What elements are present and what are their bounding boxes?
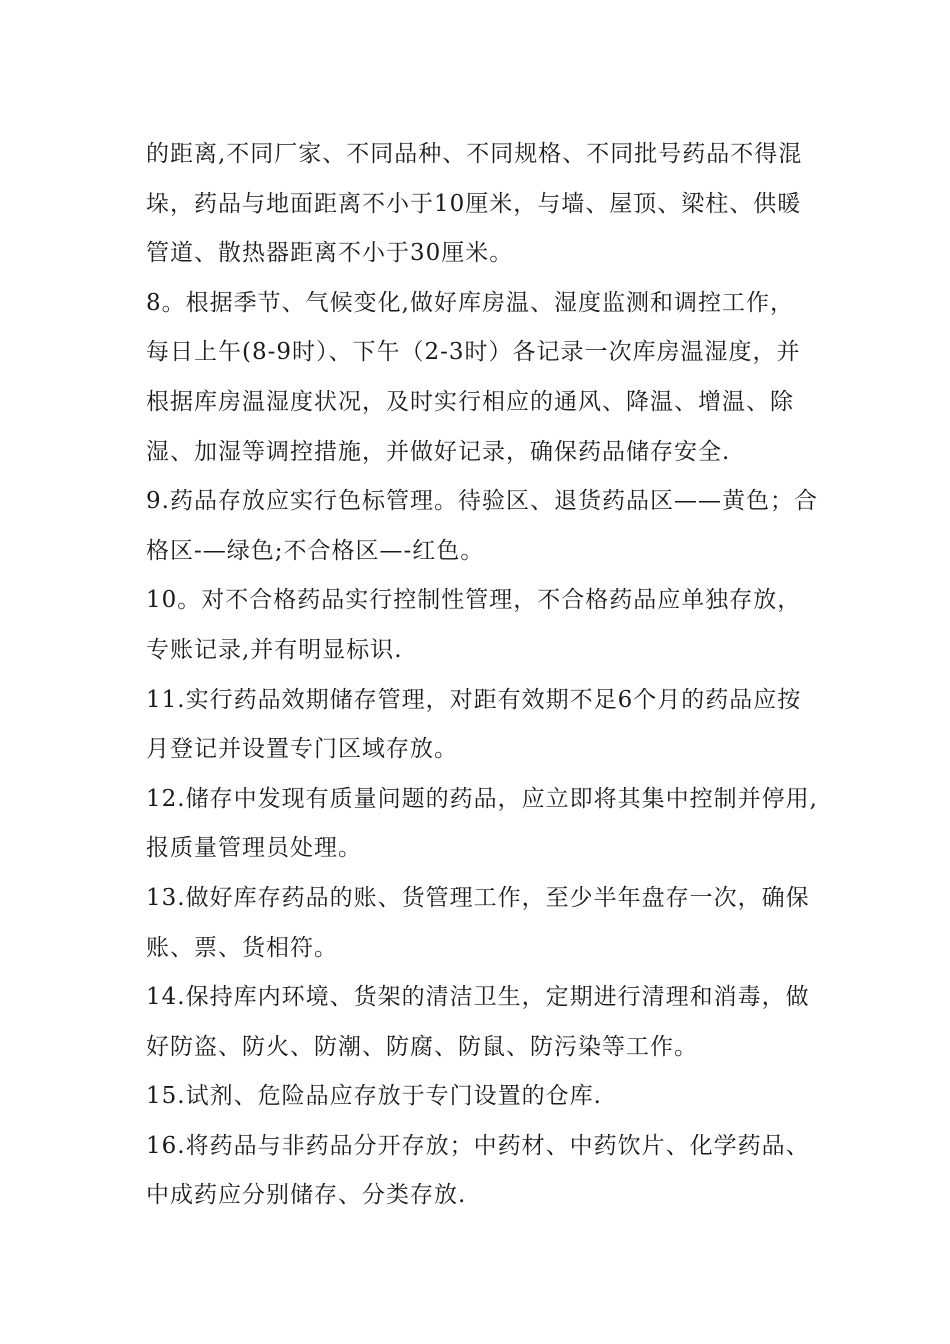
text-line: 每日上午(8-9时）、下午（2-3时）各记录一次库房温湿度，并 (146, 339, 801, 366)
text-line: 湿、加湿等调控措施，并做好记录，确保药品储存安全. (146, 438, 731, 465)
text-line: 根据库房温湿度状况，及时实行相应的通风、降温、增温、除 (146, 388, 794, 415)
text-line: 账、票、货相符。 (146, 934, 338, 961)
text-line: 格区-—绿色;不合格区—-红色。 (146, 537, 485, 564)
text-line: 的距离,不同厂家、不同品种、不同规格、不同批号药品不得混 (146, 141, 803, 167)
text-line: 11.实行药品效期储存管理，对距有效期不足6个月的药品应按 (146, 686, 802, 713)
paragraph-item-15 (146, 1072, 810, 1122)
text-line: 垛，药品与地面距离不小于10厘米，与墙、屋顶、梁柱、供暖 (146, 190, 802, 217)
text-line: 10。对不合格药品实行控制性管理，不合格药品应单独存放， (146, 587, 802, 614)
text-line: 13.做好库存药品的账、货管理工作，至少半年盘存一次，确保 (146, 884, 810, 911)
text-line: 中成药应分别储存、分类存放. (146, 1182, 467, 1209)
paragraph-item-16 (146, 1122, 810, 1221)
text-line: 9.药品存放应实行色标管理。待验区、退货药品区——黄色；合 (146, 488, 818, 515)
paragraph-item-12 (146, 775, 818, 874)
text-line: 报质量管理员处理。 (146, 835, 362, 862)
paragraph-item-11 (146, 676, 810, 775)
paragraph-item-10 (146, 576, 810, 675)
text-line: 8。根据季节、气候变化,做好库房温、湿度监测和调控工作， (146, 289, 794, 316)
text-line: 16.将药品与非药品分开存放；中药材、中药饮片、化学药品、 (146, 1132, 810, 1159)
text-line: 15.试剂、危险品应存放于专门设置的仓库. (146, 1083, 602, 1110)
text-line: 14.保持库内环境、货架的清洁卫生，定期进行清理和消毒，做 (146, 984, 810, 1011)
paragraph-item-13 (146, 874, 810, 973)
text-line: 专账记录,并有明显标识. (146, 636, 403, 663)
text-line: 好防盗、防火、防潮、防腐、防鼠、防污染等工作。 (146, 1033, 698, 1060)
paragraph-continuation-storage-distance (146, 130, 810, 279)
paragraph-item-14 (146, 973, 810, 1072)
paragraph-item-9 (146, 477, 818, 576)
text-line: 管道、散热器距离不小于30厘米。 (146, 240, 514, 267)
text-line: 12.储存中发现有质量问题的药品，应立即将其集中控制并停用, (146, 785, 818, 812)
text-line: 月登记并设置专门区域存放。 (146, 736, 458, 763)
paragraph-item-8 (146, 279, 810, 477)
